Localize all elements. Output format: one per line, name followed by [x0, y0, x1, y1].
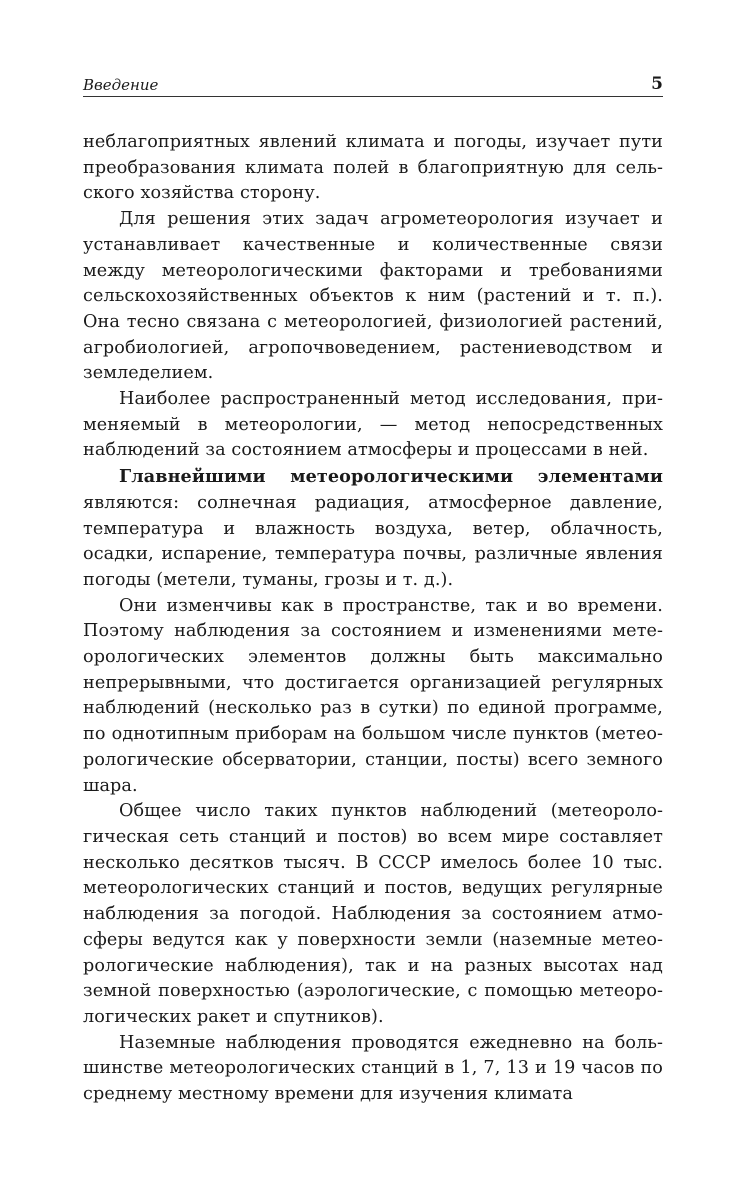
paragraph-main-elements-text: являются: солнечная радиация, атмосферное давление, температура и влажность воздуха, ветер, облачность, осадки, испарение, температура почвы, различные явления погоды (метели, туманы, грозы и т. д.).	[83, 492, 663, 590]
key-term: Главнейшими метеорологическими элементами	[119, 466, 663, 488]
paragraph-observation-method: Наиболее распространенный метод исследования, применяемый в метеорологии, — метод непосредственных наблюдений за состоянием атмосферы и процессами в ней.	[83, 389, 663, 461]
paragraph-agrometeorology-tasks: Для решения этих задач агрометеорология изучает и устанавливает качественные и количественные связи между метеорологическими факторами и требованиями сельскохозяйственных объектов к ним (растений и т. п.). Она тесно связана с метеорологией, физиологией растений, агробиологией, агропочвоведением, растениеводством и земледелием.	[83, 209, 663, 384]
paragraph-variability: Они изменчивы как в пространстве, так и во времени. Поэтому наблюдения за состоянием и изменениями метеорологических элементов должны быть максимально непрерывными, что достигается организацией регулярных наблюдений (несколько раз в сутки) по единой программе, по однотипным приборам на большом числе пунктов (метеорологические обсерватории, станции, посты) всего земного шара.	[83, 595, 663, 796]
paragraph-observation-network: Общее число таких пунктов наблюдений (метеорологическая сеть станций и постов) во всем мире составляет несколько десятков тысяч. В СССР имелось более 10 тыс. метеорологических станций и постов, ведущих регулярные наблюдения за погодой. Наблюдения за состоянием атмосферы ведутся как у поверхности земли (наземные метеорологические наблюдения), так и на разных высотах над земной поверхностью (аэрологические, с помощью метеорологических ракет и спутников).	[83, 801, 663, 1027]
running-header	[83, 70, 663, 97]
section-title: Введение	[83, 76, 159, 94]
book-page	[83, 70, 663, 1108]
body-text	[83, 130, 663, 1108]
paragraph-continued: неблагоприятных явлений климата и погоды, изучает пути преобразования климата полей в благоприятную для сельского хозяйства сторону.	[83, 132, 663, 204]
page-number: 5	[651, 74, 663, 94]
paragraph-main-elements	[83, 464, 663, 594]
paragraph-ground-observations: Наземные наблюдения проводятся ежедневно на большинстве метеорологических станций в 1, 7, 13 и 19 часов по среднему местному времени для изучения климата	[83, 1032, 663, 1105]
